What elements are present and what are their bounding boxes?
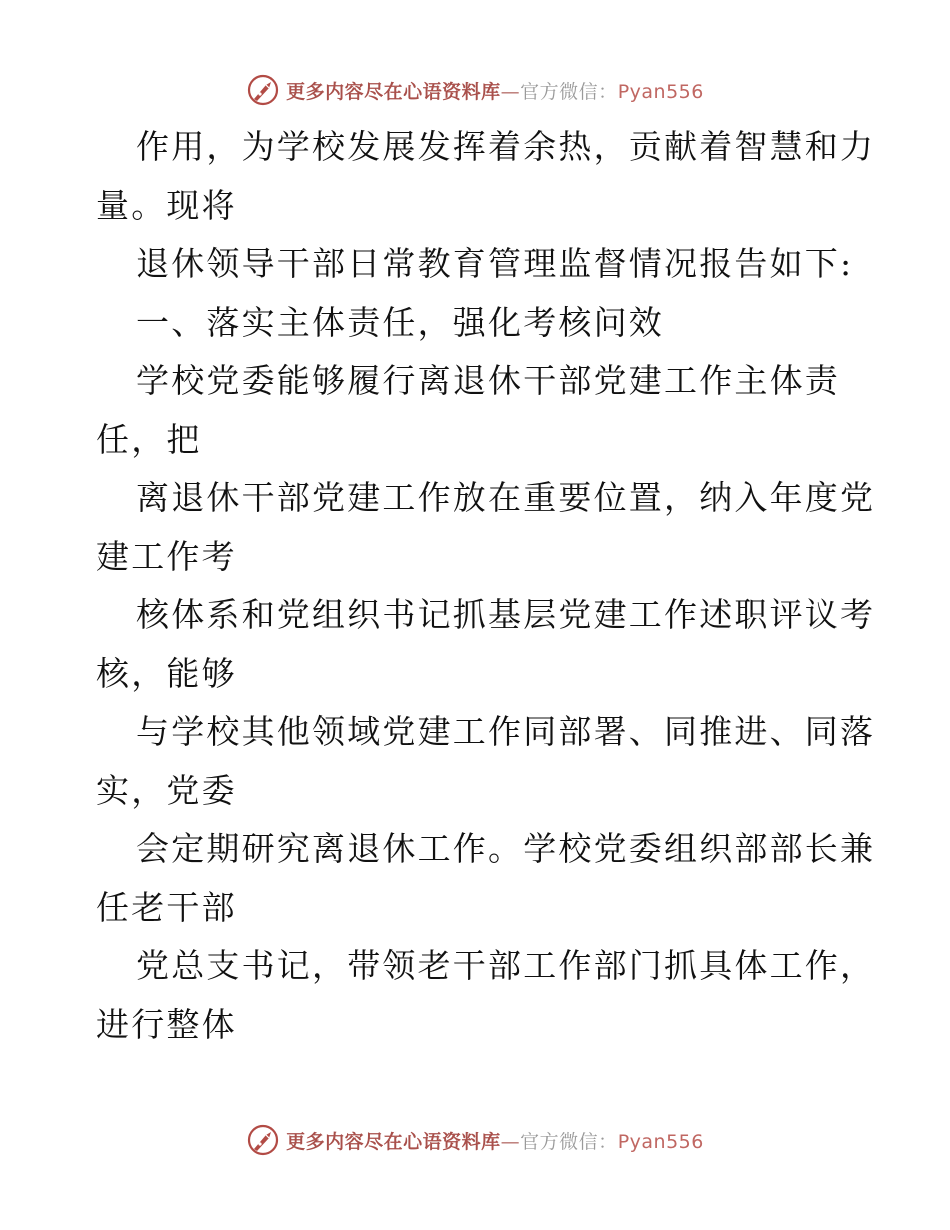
- text-line: 一、落实主体责任，强化考核问效: [136, 302, 664, 342]
- watermark-footer: [0, 1120, 950, 1160]
- text-line: 任，把: [96, 419, 202, 459]
- text-line: 核，能够: [96, 653, 237, 693]
- text-line: 任老干部: [96, 887, 237, 927]
- text-line: 量。现将: [96, 185, 237, 225]
- text-line: 核体系和党组织书记抓基层党建工作述职评议考: [136, 595, 876, 634]
- watermark-header: [0, 70, 950, 110]
- text-line: 学校党委能够履行离退休干部党建工作主体责: [136, 361, 840, 400]
- text-line: 进行整体: [96, 1004, 237, 1044]
- watermark-wechat-label: 官方微信：: [520, 1130, 618, 1153]
- text-line: 党总支书记，带领老干部工作部门抓具体工作，: [136, 946, 876, 985]
- watermark-text: [286, 77, 704, 104]
- watermark-site: 更多内容尽在心语资料库: [286, 80, 501, 103]
- watermark-separator: —: [500, 80, 521, 103]
- text-line: 作用，为学校发展发挥着余热，贡献着智慧和力: [136, 127, 876, 166]
- text-line: 离退休干部党建工作放在重要位置，纳入年度党: [136, 478, 876, 517]
- text-line: 实，党委: [96, 770, 237, 810]
- watermark-text: [286, 1127, 704, 1154]
- text-line: 退休领导干部日常教育管理监督情况报告如下:: [136, 244, 854, 283]
- watermark-wechat-label: 官方微信：: [520, 80, 618, 103]
- watermark-wechat-account: Pyan556: [617, 80, 704, 103]
- document-body: [96, 118, 876, 1054]
- text-line: 与学校其他领域党建工作同部署、同推进、同落: [136, 712, 876, 751]
- text-line: 建工作考: [96, 536, 237, 576]
- pen-nib-logo-icon: [246, 73, 280, 107]
- watermark-wechat-account: Pyan556: [617, 1130, 704, 1153]
- watermark-separator: —: [500, 1130, 521, 1153]
- watermark-site: 更多内容尽在心语资料库: [286, 1130, 501, 1153]
- pen-nib-logo-icon: [246, 1123, 280, 1157]
- text-line: 会定期研究离退休工作。学校党委组织部部长兼: [136, 829, 876, 868]
